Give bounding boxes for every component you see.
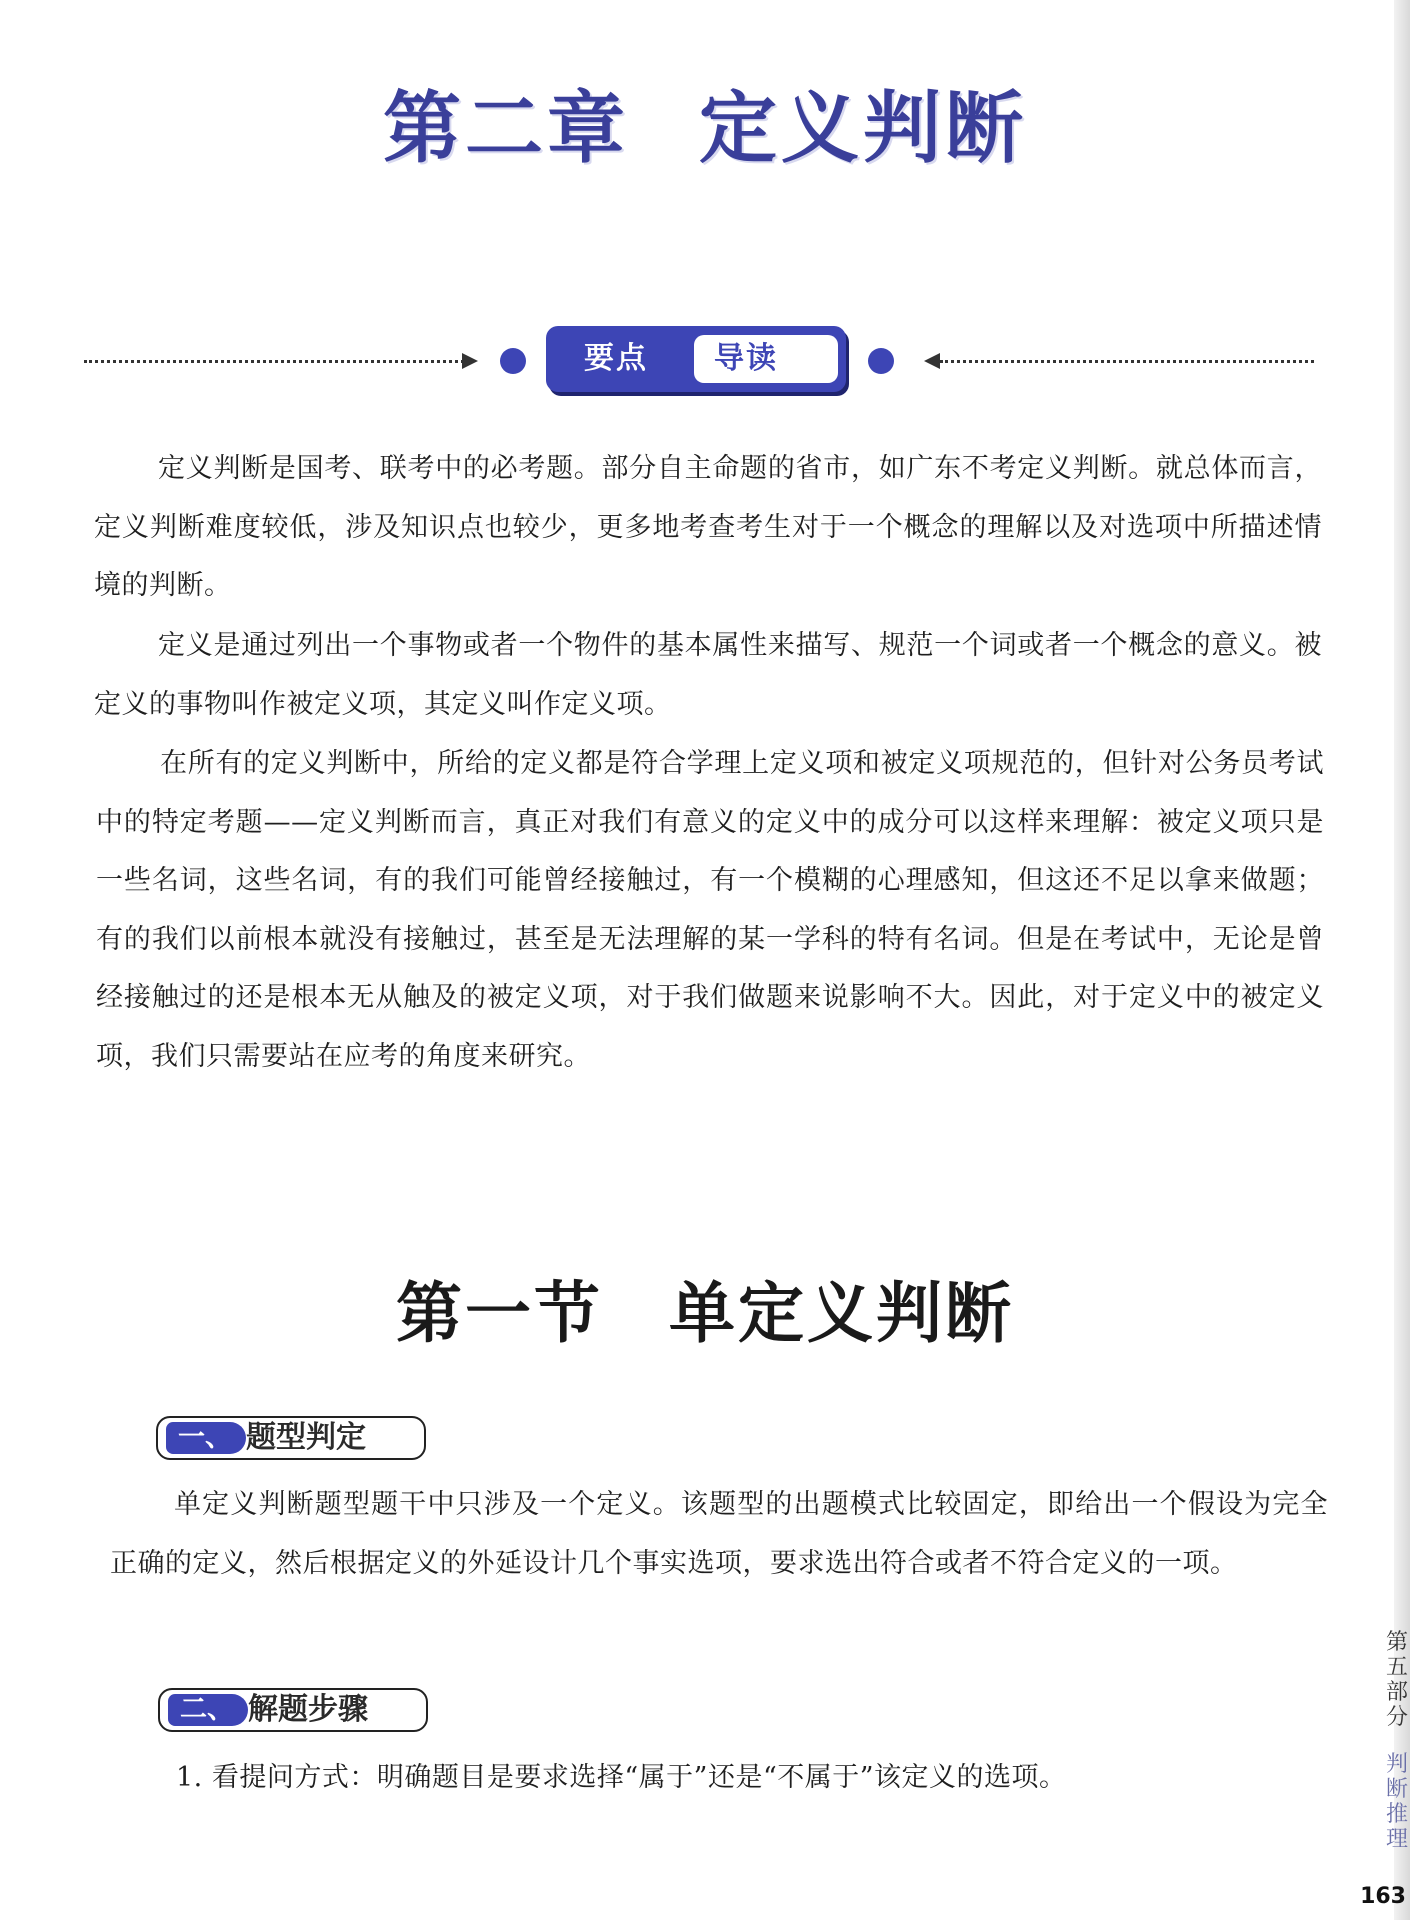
section-number: 第一节 <box>396 1274 603 1352</box>
arrow-right-icon <box>462 353 478 369</box>
step-item: 1. 看提问方式：明确题目是要求选择“属于”还是“不属于”该定义的选项。 <box>176 1762 1067 1793</box>
section-title <box>0 1260 1410 1355</box>
page-number: 163 <box>1360 1884 1406 1909</box>
key-points-banner <box>84 326 1314 396</box>
subsection-title: 题型判定 <box>246 1420 366 1455</box>
side-tab-part: 第五部分 <box>1386 1630 1409 1730</box>
subsection-number: 一、 <box>166 1422 246 1454</box>
arrow-left-icon <box>924 353 940 369</box>
side-tab-subject: 判断推理 <box>1386 1752 1409 1852</box>
intro-paragraph: 定义判断是国考、联考中的必考题。部分自主命题的省市，如广东不考定义判断。就总体而言，定义判断难度较低，涉及知识点也较少，更多地考查考生对于一个概念的理解以及对选项中所描述情境的判断。 <box>94 453 1322 601</box>
subsection-number: 二、 <box>168 1694 248 1726</box>
circle-dot-icon <box>868 348 894 374</box>
chapter-title <box>0 66 1410 178</box>
intro-paragraph: 定义是通过列出一个事物或者一个物件的基本属性来描写、规范一个词或者一个概念的意义。被定义的事物叫作被定义项，其定义叫作定义项。 <box>94 630 1322 720</box>
section-name: 单定义判断 <box>669 1274 1014 1352</box>
subsection-body: 单定义判断题型题干中只涉及一个定义。该题型的出题模式比较固定，即给出一个假设为完全正确的定义，然后根据定义的外延设计几个事实选项，要求选出符合或者不符合定义的一项。 <box>110 1489 1328 1579</box>
badge-label-left: 要点 <box>584 341 648 376</box>
chapter-number: 第二章 <box>382 83 629 174</box>
subsection-title: 解题步骤 <box>248 1692 368 1727</box>
banner-dotted-line-left <box>84 360 464 363</box>
intro-paragraph: 在所有的定义判断中，所给的定义都是符合学理上定义项和被定义项规范的，但针对公务员考试中的特定考题——定义判断而言，真正对我们有意义的定义中的成分可以这样来理解：被定义项只是一些名词，这些名词，有的我们可能曾经接触过，有一个模糊的心理感知，但这还不足以拿来做题；有的我们以前根本就没有接触过，甚至是无法理解的某一学科的特有名词。但是在考试中，无论是曾经接触过的还是根本无从触及的被定义项，对于我们做题来说影响不大。因此，对于定义中的被定义项，我们只需要站在应考的角度来研究。 <box>96 748 1324 1072</box>
key-points-badge <box>546 326 846 392</box>
circle-dot-icon <box>500 348 526 374</box>
badge-label-right: 导读 <box>694 335 838 383</box>
subsection-heading-solving-steps <box>158 1688 428 1732</box>
chapter-name: 定义判断 <box>699 83 1028 174</box>
subsection-heading-question-type <box>156 1416 426 1460</box>
banner-dotted-line-right <box>940 360 1314 363</box>
side-tab <box>1386 1630 1410 1852</box>
